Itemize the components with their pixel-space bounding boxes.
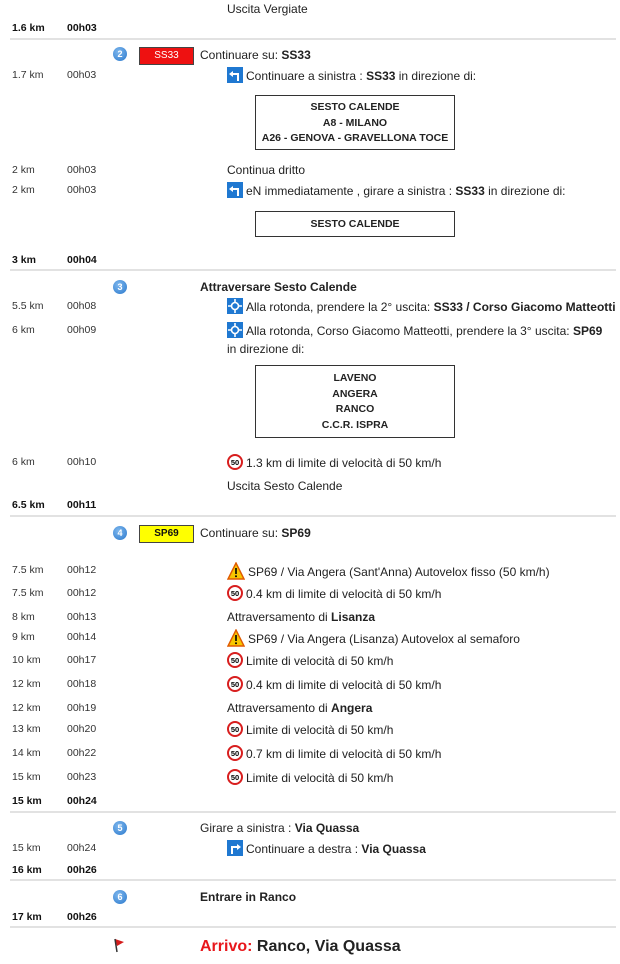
step-number-icon: 3: [113, 280, 127, 294]
step-title: Girare a sinistra : Via Quassa: [200, 821, 360, 835]
direction-row: 15 km 00h23 Limite di velocità di 50 km/h: [12, 771, 394, 785]
total-time: 00h24: [67, 795, 97, 807]
direction-sign: SESTO CALENDE: [255, 211, 455, 237]
road-badge-ss33: SS33: [139, 47, 194, 65]
direction-row: 5.5 km 00h08 Alla rotonda, prendere la 2° uscita: SS33 / Corso Giacomo Matteotti: [12, 300, 616, 314]
direction-row: 12 km 00h18 0.4 km di limite di velocità di 50 km/h: [12, 678, 442, 692]
total-distance: 15 km: [12, 795, 42, 807]
exit-text: Uscita Sesto Calende: [227, 479, 343, 493]
direction-row: 6 km 00h09 Alla rotonda, Corso Giacomo Matteotti, prendere la 3° uscita: SP69: [12, 324, 603, 338]
total-time: 00h04: [67, 254, 97, 266]
speed-limit-50-icon: [227, 652, 243, 668]
warning-icon: [227, 629, 245, 647]
roundabout-icon: [227, 298, 243, 314]
direction-row: 14 km 00h22 0.7 km di limite di velocità di 50 km/h: [12, 747, 442, 761]
direction-row: 2 km 00h03 Continua dritto: [12, 163, 306, 177]
direction-row: 10 km 00h17 Limite di velocità di 50 km/h: [12, 654, 394, 668]
direction-row: 7.5 km 00h12 SP69 / Via Angera (Sant'Anna) Autovelox fisso (50 km/h): [12, 564, 550, 579]
direction-row: 8 km 00h13 Attraversamento di Lisanza: [12, 610, 376, 624]
divider: [10, 811, 616, 813]
step-number-icon: 2: [113, 47, 127, 61]
total-time: 00h26: [67, 864, 97, 876]
total-time: 00h03: [67, 22, 97, 34]
step-title: Attraversare Sesto Calende: [200, 280, 357, 294]
total-time: 00h11: [67, 499, 97, 511]
warning-icon: [227, 562, 245, 580]
speed-limit-50-icon: [227, 454, 243, 470]
total-distance: 16 km: [12, 864, 42, 876]
divider: [10, 38, 616, 40]
speed-limit-50-icon: [227, 769, 243, 785]
direction-row: 2 km 00h03 eN immediatamente , girare a sinistra : SS33 in direzione di:: [12, 184, 566, 198]
direction-sign: SESTO CALENDE A8 - MILANO A26 - GENOVA - GRAVELLONA TOCE: [255, 95, 455, 150]
step-title: Continuare su: SP69: [200, 526, 311, 540]
direction-sign: LAVENO ANGERA RANCO C.C.R. ISPRA: [255, 365, 455, 438]
total-distance: 17 km: [12, 911, 42, 923]
direction-row: 12 km 00h19 Attraversamento di Angera: [12, 701, 373, 715]
step-number-icon: 6: [113, 890, 127, 904]
step-number-icon: 4: [113, 526, 127, 540]
divider: [10, 926, 616, 928]
direction-row: 7.5 km 00h12 0.4 km di limite di velocità di 50 km/h: [12, 587, 442, 601]
divider: [10, 879, 616, 881]
speed-limit-50-icon: [227, 676, 243, 692]
total-time: 00h26: [67, 911, 97, 923]
direction-row: 1.7 km 00h03 Continuare a sinistra : SS33 in direzione di:: [12, 69, 477, 83]
speed-limit-50-icon: [227, 745, 243, 761]
speed-limit-50-icon: [227, 721, 243, 737]
total-distance: 1.6 km: [12, 22, 45, 34]
direction-row: 9 km 00h14 SP69 / Via Angera (Lisanza) Autovelox al semaforo: [12, 631, 520, 646]
step-title: Entrare in Ranco: [200, 890, 297, 904]
road-badge-sp69: SP69: [139, 525, 194, 543]
roundabout-icon: [227, 322, 243, 338]
step-number-icon: 5: [113, 821, 127, 835]
direction-continuation: in direzione di:: [227, 342, 305, 356]
turn-right-icon: [227, 840, 243, 856]
turn-left-icon: [227, 67, 243, 83]
total-distance: 6.5 km: [12, 499, 45, 511]
direction-row: 15 km 00h24 Continuare a destra : Via Quassa: [12, 842, 426, 856]
turn-left-icon: [227, 182, 243, 198]
speed-limit-50-icon: [227, 585, 243, 601]
direction-row: 13 km 00h20 Limite di velocità di 50 km/h: [12, 723, 394, 737]
total-distance: 3 km: [12, 254, 36, 266]
divider: [10, 515, 616, 517]
exit-text: Uscita Vergiate: [227, 2, 308, 16]
step-title: Continuare su: SS33: [200, 48, 311, 62]
arrival: Arrivo: Ranco, Via Quassa: [200, 938, 401, 955]
divider: [10, 269, 616, 271]
direction-row: 6 km 00h10 1.3 km di limite di velocità di 50 km/h: [12, 456, 442, 470]
